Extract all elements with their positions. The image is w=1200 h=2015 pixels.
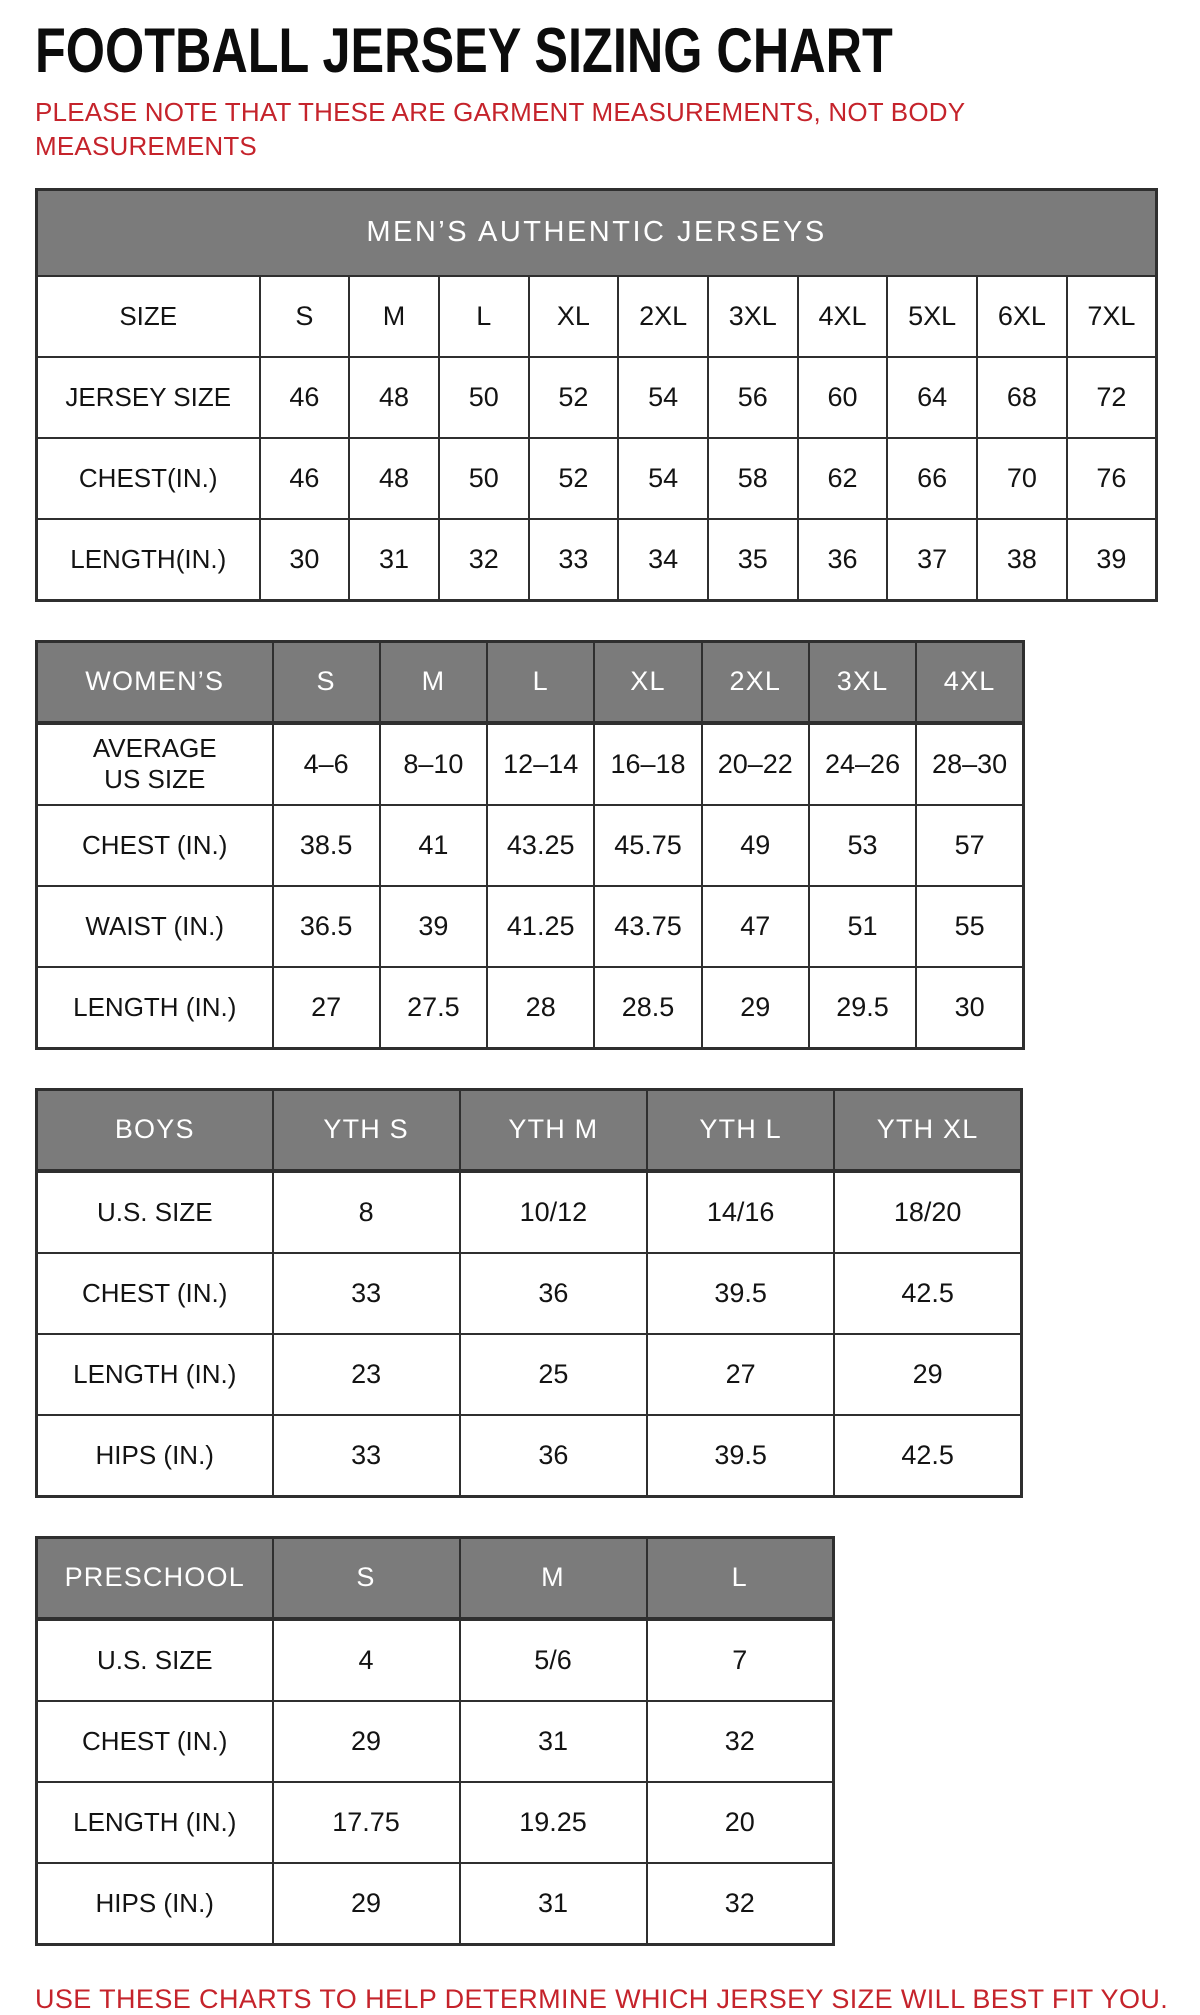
table-cell: 39: [1067, 519, 1157, 601]
table-row: [37, 276, 1157, 357]
table-cell: 32: [647, 1701, 834, 1782]
table-cell: 6XL: [977, 276, 1067, 357]
table-cell: 62: [798, 438, 888, 519]
table-row: [37, 438, 1157, 519]
table-cell: 57: [916, 805, 1023, 886]
row-label: LENGTH (IN.): [37, 1782, 273, 1863]
table-cell: 33: [529, 519, 619, 601]
table-cell: XL: [529, 276, 619, 357]
table-cell: 48: [349, 438, 439, 519]
table-cell: 28: [487, 967, 594, 1049]
table-cell: 39: [380, 886, 487, 967]
table-cell: 18/20: [834, 1171, 1021, 1253]
row-label: HIPS (IN.): [37, 1863, 273, 1945]
mens-authentic-jerseys-table: [35, 188, 1158, 602]
table-row: [37, 805, 1024, 886]
table-cell: 17.75: [273, 1782, 460, 1863]
table-cell: 27.5: [380, 967, 487, 1049]
table-cell: 34: [618, 519, 708, 601]
table-row: [37, 1253, 1022, 1334]
table-header-row: [37, 641, 1024, 723]
table-row: [37, 1701, 834, 1782]
table-row: [37, 967, 1024, 1049]
table-cell: 37: [887, 519, 977, 601]
column-header-size: M: [380, 641, 487, 723]
table-cell: 54: [618, 357, 708, 438]
table-row: [37, 1171, 1022, 1253]
table-cell: 45.75: [594, 805, 701, 886]
table-cell: 12–14: [487, 723, 594, 805]
column-header-size: S: [273, 641, 380, 723]
table-cell: 36: [460, 1415, 647, 1497]
table-cell: 20–22: [702, 723, 809, 805]
table-cell: 14/16: [647, 1171, 834, 1253]
row-label: CHEST (IN.): [37, 805, 273, 886]
row-label: LENGTH(IN.): [37, 519, 260, 601]
table-cell: L: [439, 276, 529, 357]
column-header-size: L: [647, 1537, 834, 1619]
table-cell: 27: [647, 1334, 834, 1415]
column-header-size: 2XL: [702, 641, 809, 723]
table-cell: 29: [834, 1334, 1021, 1415]
table-cell: 38.5: [273, 805, 380, 886]
table-row: [37, 1619, 834, 1701]
table-cell: 10/12: [460, 1171, 647, 1253]
table-cell: 46: [260, 438, 350, 519]
table-cell: 46: [260, 357, 350, 438]
table-cell: 43.75: [594, 886, 701, 967]
table-cell: 52: [529, 438, 619, 519]
table-cell: 30: [916, 967, 1023, 1049]
table-cell: 54: [618, 438, 708, 519]
table-row: [37, 357, 1157, 438]
note-line-2: MEASUREMENTS: [35, 131, 257, 162]
table-cell: 23: [273, 1334, 460, 1415]
table-cell: 19.25: [460, 1782, 647, 1863]
table-header-label: BOYS: [37, 1089, 273, 1171]
table-cell: 33: [273, 1253, 460, 1334]
table-cell: 53: [809, 805, 916, 886]
column-header-size: YTH XL: [834, 1089, 1021, 1171]
table-cell: 32: [647, 1863, 834, 1945]
table-cell: 47: [702, 886, 809, 967]
column-header-size: YTH L: [647, 1089, 834, 1171]
row-label: U.S. SIZE: [37, 1171, 273, 1253]
row-label: U.S. SIZE: [37, 1619, 273, 1701]
column-header-size: YTH S: [273, 1089, 460, 1171]
table-cell: 50: [439, 438, 529, 519]
row-label: CHEST (IN.): [37, 1253, 273, 1334]
table-cell: 72: [1067, 357, 1157, 438]
table-header-label: PRESCHOOL: [37, 1537, 273, 1619]
table-cell: 31: [349, 519, 439, 601]
table-row: [37, 1863, 834, 1945]
column-header-size: M: [460, 1537, 647, 1619]
table-cell: 55: [916, 886, 1023, 967]
table-cell: 58: [708, 438, 798, 519]
table-cell: 52: [529, 357, 619, 438]
table-cell: 4XL: [798, 276, 888, 357]
row-label: LENGTH (IN.): [37, 967, 273, 1049]
footer-note: USE THESE CHARTS TO HELP DETERMINE WHICH JERSEY SIZE WILL BEST FIT YOU.: [35, 1983, 1169, 2014]
table-cell: 29: [273, 1701, 460, 1782]
table-cell: 4–6: [273, 723, 380, 805]
row-label: CHEST(IN.): [37, 438, 260, 519]
table-row: [37, 723, 1024, 805]
row-label: SIZE: [37, 276, 260, 357]
row-label: LENGTH (IN.): [37, 1334, 273, 1415]
table-cell: 38: [977, 519, 1067, 601]
table-cell: 64: [887, 357, 977, 438]
table-cell: 29: [273, 1863, 460, 1945]
table-cell: 28–30: [916, 723, 1023, 805]
column-header-size: L: [487, 641, 594, 723]
table-cell: 7XL: [1067, 276, 1157, 357]
table-row: [37, 519, 1157, 601]
table-cell: 68: [977, 357, 1067, 438]
row-label: WAIST (IN.): [37, 886, 273, 967]
table-cell: 76: [1067, 438, 1157, 519]
table-cell: 41: [380, 805, 487, 886]
table-cell: 3XL: [708, 276, 798, 357]
table-cell: 70: [977, 438, 1067, 519]
table-cell: 16–18: [594, 723, 701, 805]
row-label: [37, 723, 273, 805]
table-cell: 39.5: [647, 1253, 834, 1334]
table-cell: 25: [460, 1334, 647, 1415]
table-header-label: WOMEN’S: [37, 641, 273, 723]
preschool-sizing-table: [35, 1536, 835, 1946]
table-cell: M: [349, 276, 439, 357]
table-cell: 30: [260, 519, 350, 601]
note-line-1: PLEASE NOTE THAT THESE ARE GARMENT MEASUREMENTS, NOT BODY: [35, 97, 966, 127]
table-cell: 36: [460, 1253, 647, 1334]
table-header-row: [37, 1089, 1022, 1171]
table-cell: 50: [439, 357, 529, 438]
table-cell: 31: [460, 1701, 647, 1782]
table-cell: 5XL: [887, 276, 977, 357]
column-header-size: XL: [594, 641, 701, 723]
table-cell: 42.5: [834, 1253, 1021, 1334]
boys-sizing-table: [35, 1088, 1023, 1498]
table-cell: 8: [273, 1171, 460, 1253]
row-label-text: AVERAGE US SIZE: [92, 733, 217, 794]
column-header-size: 4XL: [916, 641, 1023, 723]
table-row: [37, 1334, 1022, 1415]
table-cell: 39.5: [647, 1415, 834, 1497]
garment-measurements-note: [35, 95, 1200, 164]
table-cell: 27: [273, 967, 380, 1049]
table-cell: 33: [273, 1415, 460, 1497]
table-cell: 7: [647, 1619, 834, 1701]
table-row: [37, 1415, 1022, 1497]
table-row: [37, 1782, 834, 1863]
row-label: CHEST (IN.): [37, 1701, 273, 1782]
table-cell: 29: [702, 967, 809, 1049]
womens-sizing-table: [35, 640, 1025, 1050]
table-cell: 8–10: [380, 723, 487, 805]
table-cell: 29.5: [809, 967, 916, 1049]
page-title: [35, 16, 1200, 86]
table-cell: 24–26: [809, 723, 916, 805]
row-label: JERSEY SIZE: [37, 357, 260, 438]
table-cell: 51: [809, 886, 916, 967]
table-cell: 43.25: [487, 805, 594, 886]
table-banner: MEN’S AUTHENTIC JERSEYS: [37, 189, 1157, 276]
column-header-size: YTH M: [460, 1089, 647, 1171]
table-cell: 48: [349, 357, 439, 438]
row-label: HIPS (IN.): [37, 1415, 273, 1497]
table-header-row: [37, 1537, 834, 1619]
table-cell: 5/6: [460, 1619, 647, 1701]
table-cell: 4: [273, 1619, 460, 1701]
table-cell: 20: [647, 1782, 834, 1863]
table-cell: 28.5: [594, 967, 701, 1049]
page-title-text: FOOTBALL JERSEY SIZING CHART: [35, 16, 893, 86]
table-row: [37, 886, 1024, 967]
table-cell: 32: [439, 519, 529, 601]
table-banner-row: [37, 189, 1157, 276]
table-cell: 36.5: [273, 886, 380, 967]
table-cell: 35: [708, 519, 798, 601]
table-cell: 49: [702, 805, 809, 886]
column-header-size: S: [273, 1537, 460, 1619]
table-cell: 41.25: [487, 886, 594, 967]
table-cell: S: [260, 276, 350, 357]
table-cell: 31: [460, 1863, 647, 1945]
table-cell: 60: [798, 357, 888, 438]
table-cell: 42.5: [834, 1415, 1021, 1497]
table-cell: 66: [887, 438, 977, 519]
table-cell: 56: [708, 357, 798, 438]
table-cell: 36: [798, 519, 888, 601]
table-cell: 2XL: [618, 276, 708, 357]
column-header-size: 3XL: [809, 641, 916, 723]
